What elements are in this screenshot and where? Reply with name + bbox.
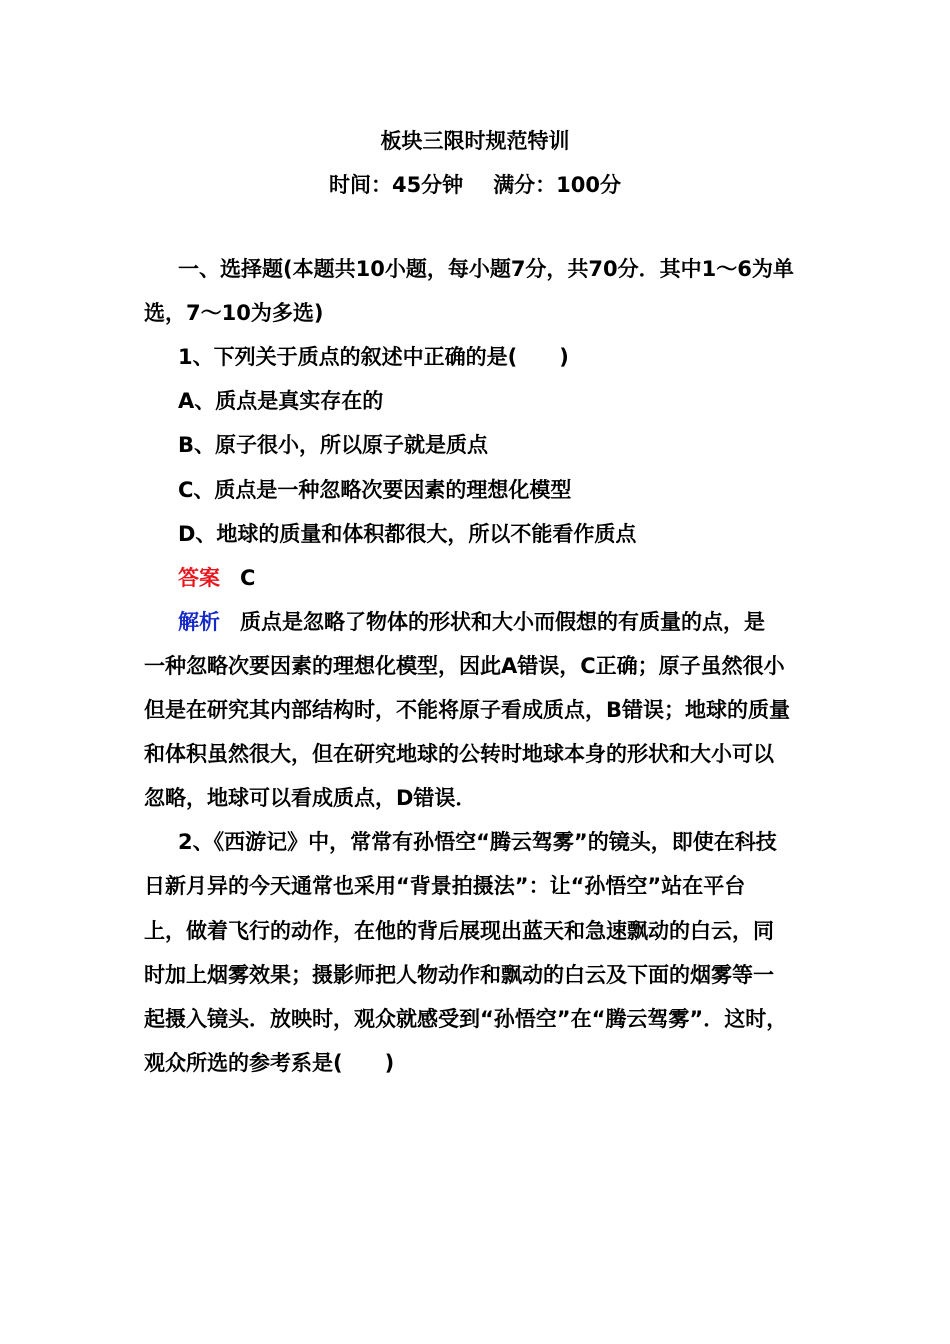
time-limit: 时间：45分钟	[328, 173, 464, 197]
section-heading-line-2: 选，7～10为多选)	[144, 301, 324, 325]
question-2-line-2: 日新月异的今天通常也采用“背景拍摄法”：让“孙悟空”站在平台	[144, 874, 746, 898]
question-1-analysis-line-1	[178, 607, 812, 637]
analysis-label: 解析	[178, 610, 220, 634]
question-1-option-b: B、原子很小，所以原子就是质点	[178, 433, 489, 457]
question-1-analysis-line-2: 一种忽略次要因素的理想化模型，因此A错误，C正确；原子虽然很小	[144, 654, 785, 678]
answer-label: 答案	[178, 566, 220, 590]
question-1-option-c: C、质点是一种忽略次要因素的理想化模型	[178, 478, 572, 502]
analysis-text: 质点是忽略了物体的形状和大小而假想的有质量的点，是	[240, 610, 765, 634]
answer-value: C	[240, 566, 256, 590]
question-2-line-5: 起摄入镜头．放映时，观众就感受到“孙悟空”在“腾云驾雾”．这时，	[144, 1007, 788, 1031]
question-2-line-3: 上，做着飞行的动作，在他的背后展现出蓝天和急速飘动的白云，同	[144, 919, 774, 943]
exam-info	[0, 170, 950, 200]
question-1-analysis-line-4: 和体积虽然很大，但在研究地球的公转时地球本身的形状和大小可以	[144, 742, 774, 766]
question-1-analysis-line-5: 忽略，地球可以看成质点，D错误．	[144, 786, 477, 810]
full-score: 满分：100分	[493, 173, 622, 197]
question-2-line-4: 时加上烟雾效果；摄影师把人物动作和飘动的白云及下面的烟雾等一	[144, 963, 774, 987]
question-1-option-d: D、地球的质量和体积都很大，所以不能看作质点	[178, 522, 637, 546]
page-title: 板块三限时规范特训	[380, 129, 570, 153]
question-1-option-a: A、质点是真实存在的	[178, 389, 384, 413]
question-1-answer	[178, 563, 812, 593]
question-1-stem: 1、下列关于质点的叙述中正确的是( )	[178, 345, 569, 369]
section-heading-line-1: 一、选择题(本题共10小题，每小题7分，共70分．其中1～6为单	[178, 257, 794, 281]
question-1-analysis-line-3: 但是在研究其内部结构时，不能将原子看成质点，B错误；地球的质量	[144, 698, 791, 722]
question-2-line-6: 观众所选的参考系是( )	[144, 1051, 395, 1075]
question-2-line-1: 2、《西游记》中，常常有孙悟空“腾云驾雾”的镜头，即使在科技	[178, 830, 777, 854]
